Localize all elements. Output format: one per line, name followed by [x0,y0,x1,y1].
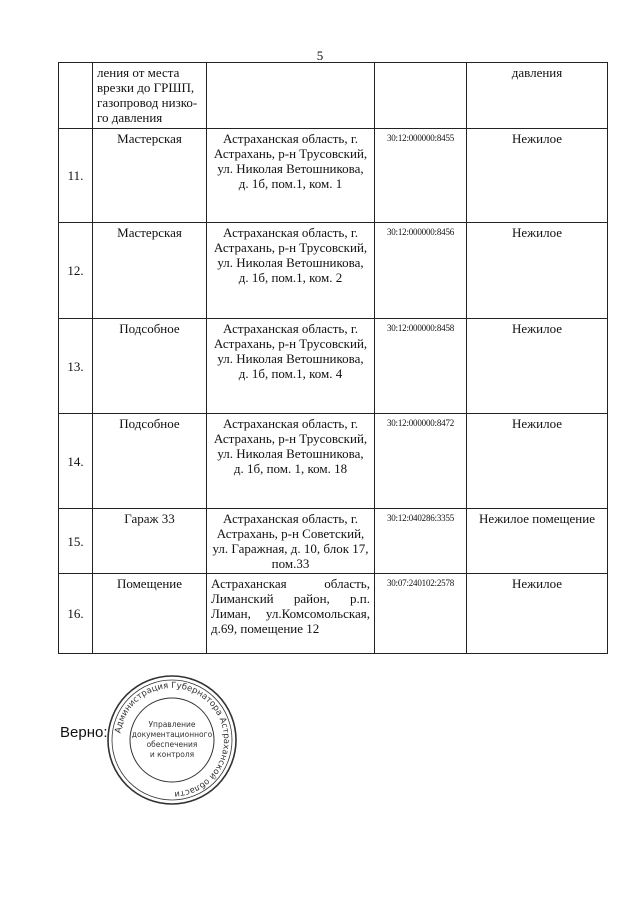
cadastral-cell [375,63,467,129]
stamp-ring-text: Администрация Губернатора Астраханской области [113,680,232,800]
row-number-cell [59,63,93,129]
row-number-cell: 15. [59,509,93,574]
row-number-cell: 12. [59,223,93,319]
address-cell [207,63,375,129]
address-cell: Астраханская область, г. Астрахань, р-н Трусовский, ул. Николая Ветошникова, д. 1б, пом.1, ком. 2 [207,223,375,319]
table-row [59,414,608,509]
stamp-center-line: и контроля [149,750,195,759]
table-row [59,319,608,414]
table-row [59,574,608,654]
stamp-center-line: Управление [148,720,196,729]
row-number-cell: 11. [59,129,93,223]
address-cell: Астраханская область, г. Астрахань, р-н Советский, ул. Гаражная, д. 10, блок 17, пом.33 [207,509,375,574]
status-cell: давления [467,63,608,129]
name-cell: Мастерская [93,129,207,223]
cadastral-cell: 30:12:000000:8458 [375,319,467,414]
address-cell: Астраханская область, г. Астрахань, р-н Трусовский, ул. Николая Ветошникова, д. 1б, пом. 1, ком. 18 [207,414,375,509]
status-cell: Нежилое [467,129,608,223]
property-table [58,62,608,654]
address-cell: Астраханская область, г. Астрахань, р-н Трусовский, ул. Николая Ветошникова, д. 1б, пом.1, ком. 1 [207,129,375,223]
stamp-center-line: обеспечения [146,740,198,749]
status-cell: Нежилое [467,574,608,654]
name-cell: Помещение [93,574,207,654]
row-number-cell: 14. [59,414,93,509]
cadastral-cell: 30:07:240102:2578 [375,574,467,654]
table-row [59,129,608,223]
page-number: 5 [316,48,324,63]
address-cell: Астраханская область, Лиманский район, р.п. Лиман, ул.Комсомольская, д.69, помещение 12 [207,574,375,654]
name-cell: ления от места врезки до ГРШП, газопровод низко-го давления [93,63,207,129]
status-cell: Нежилое [467,319,608,414]
status-cell: Нежилое помещение [467,509,608,574]
row-number-cell: 13. [59,319,93,414]
name-cell: Гараж 33 [93,509,207,574]
certification-label: Верно: [60,724,108,741]
table-row [59,223,608,319]
stamp-center-line: документационного [131,730,213,739]
table-row [59,509,608,574]
cadastral-cell: 30:12:040286:3355 [375,509,467,574]
table-row-continued [59,63,608,129]
cadastral-cell: 30:12:000000:8472 [375,414,467,509]
status-cell: Нежилое [467,414,608,509]
name-cell: Подсобное [93,414,207,509]
row-number-cell: 16. [59,574,93,654]
name-cell: Мастерская [93,223,207,319]
cadastral-cell: 30:12:000000:8455 [375,129,467,223]
address-cell: Астраханская область, г. Астрахань, р-н Трусовский, ул. Николая Ветошникова, д. 1б, пом.1, ком. 4 [207,319,375,414]
official-stamp [104,672,240,808]
status-cell: Нежилое [467,223,608,319]
cadastral-cell: 30:12:000000:8456 [375,223,467,319]
name-cell: Подсобное [93,319,207,414]
